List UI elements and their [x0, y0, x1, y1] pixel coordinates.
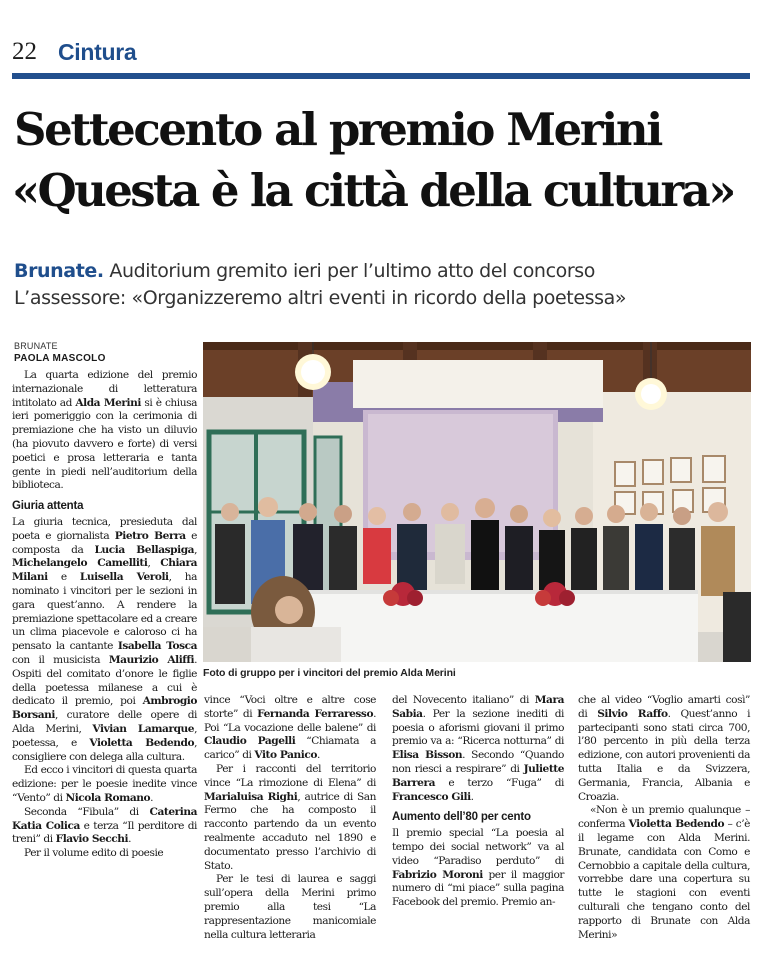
paragraph: [204, 763, 376, 873]
text-run: La giuria tecnica, presieduta dal poeta e giornalista: [12, 515, 197, 542]
person-name: Violetta Bedendo: [628, 818, 725, 831]
person-name: Flavio Secchi: [55, 833, 129, 846]
person-name: Violetta Bedendo: [89, 736, 195, 749]
text-run: che al video “Voglio amarti così” di: [578, 694, 750, 720]
text-run: . Poi “La vocazione delle balene” di: [204, 707, 376, 734]
headline-line-2: «Questa è la città della cultura»: [12, 164, 734, 217]
person-name: Luisella Veroli: [79, 571, 169, 584]
page-number: 22: [12, 38, 37, 65]
article-column-1: [12, 369, 197, 861]
person-name: Chiara Milani: [12, 557, 197, 584]
text-run: , poetessa, e: [12, 722, 198, 749]
text-run: vince “Voci oltre e altre cose storte” di: [204, 694, 376, 720]
paragraph: [12, 806, 197, 847]
subheadline-text-1: Auditorium gremito ieri per l’ultimo atto del concorso: [109, 260, 595, 282]
person-name: Vivian Lamarque: [92, 722, 195, 735]
author-name: PAOLA MASCOLO: [14, 353, 106, 364]
photo-caption: Foto di gruppo per i vincitori del premio Alda Merini: [203, 667, 456, 679]
text-run: , consigliere con delega alla cultura.: [12, 736, 197, 763]
person-name: Ambrogio Borsani: [12, 695, 197, 722]
text-run: . Ospiti del comitato d’onore le figlie della poetessa milanese a cui è dedicato il premio, poi: [12, 653, 197, 708]
paragraph: [392, 694, 564, 804]
text-run: “Chiamata a carico” di: [204, 735, 376, 762]
paragraph: [578, 804, 750, 942]
person-name: Fernanda Ferraresso: [257, 707, 374, 720]
paragraph: [12, 369, 197, 493]
text-run: .: [470, 790, 474, 803]
paragraph: [392, 827, 564, 910]
byline: [14, 341, 194, 364]
text-run: , autrice di San Fermo che ha composto il racconto partendo da un evento realmente accaduto nel 1890 e documentato presso l’archivio di Stato.: [204, 790, 377, 872]
text-run: , ha nominato i vincitori per le sezioni in gara quest’anno. A rendere la premiazione spettacolare ed a creare un clima piacevole e caloroso ci ha pensato la cantante: [12, 571, 198, 653]
text-run: .: [128, 833, 132, 846]
person-name: Michelangelo Camelliti: [12, 557, 148, 570]
group-photo: [203, 342, 751, 662]
article-column-4: [578, 694, 750, 942]
text-run: . Per la sezione inediti di poesia o aforismi giovani il primo premio va a: “Ricerca notturna” di: [392, 707, 564, 748]
paragraph: [12, 516, 197, 764]
subheadline-kicker: Brunate.: [14, 260, 104, 282]
header-rule: [12, 73, 750, 79]
paragraph: Per il volume edito di poesie: [24, 847, 164, 860]
text-run: si è chiusa ieri pomeriggio con la cerimonia di premiazione che ha visto un diluvio (ha piovuto davvero e forte) di versi poetici e prosa letteraria e tanta gente in piedi nell’auditorium della biblioteca.: [12, 396, 197, 492]
text-run: .: [316, 749, 320, 762]
text-run: Per i racconti del territorio vince “La rimozione di Elena” di: [204, 762, 376, 789]
page-header: [12, 38, 750, 68]
person-name: Elisa Bisson: [392, 749, 463, 762]
text-run: e terzo “Fuga” di: [435, 776, 564, 789]
paragraph: [578, 694, 750, 804]
person-name: Marialuisa Righi: [204, 790, 298, 803]
text-run: del Novecento italiano” di: [392, 694, 535, 706]
paragraph: Per le tesi di laurea e saggi sull’opera della Merini primo premio alla tesi “La rappresentazione manicomiale nella cultura letteraria: [204, 873, 376, 941]
text-run: «Non è un premio qualunque – conferma: [578, 804, 750, 831]
person-name: Isabella Tosca: [117, 640, 197, 653]
text-run: , curatore delle opere di Alda Merini,: [12, 709, 197, 735]
paragraph: [12, 764, 197, 805]
person-name: Lucia Bellaspiga: [94, 543, 195, 556]
text-run: ,: [147, 557, 161, 570]
text-run: Ed ecco i vincitori di questa quarta edizione: per le poesie inedite vince “Vento” di: [12, 764, 197, 804]
text-run: ,: [194, 543, 197, 556]
subheadline-line-2: L’assessore: «Organizzeremo altri eventi in ricordo della poetessa»: [14, 287, 627, 309]
text-run: Il premio special “La poesia al tempo dei social network” va al video “Paradiso perduto” di: [392, 827, 564, 867]
text-run: .: [150, 791, 154, 804]
subheadline: [14, 258, 752, 312]
text-run: con il musicista: [12, 653, 109, 666]
person-name: Silvio Raffo: [597, 707, 668, 720]
headline-line-1: Settecento al premio Merini: [14, 103, 661, 156]
person-name: Vito Panico: [254, 749, 317, 762]
article-column-2: [204, 694, 376, 942]
person-name: Claudio Pagelli: [204, 735, 296, 748]
person-name: Caterina Katia Colica: [12, 805, 197, 832]
person-name: Fabrizio Moroni: [392, 868, 483, 881]
text-run: Seconda “Fibula” di: [24, 805, 150, 818]
text-run: e: [47, 571, 80, 584]
text-run: – c’è il legame con Alda Merini. Brunate, candidata con Como e Cernobbio a capitale della cultura, vorrebbe dare una copertura su tutte le stagioni con eventi culturali che tengano conto del rapporto di Brunate con Alda Merini»: [578, 818, 750, 941]
person-name: Nicola Romano: [65, 791, 151, 804]
person-name: Mara Sabia: [392, 694, 564, 720]
subheadline-line-1: [14, 258, 752, 285]
text-run: e terza “Il perditore di treni” di: [12, 819, 197, 846]
text-run: . Secondo “Quando non riesci a respirare” di: [392, 749, 564, 775]
section-subhead: Giuria attenta: [12, 500, 84, 513]
text-run: La quarta edizione del premio internazionale di letteratura intitolato ad: [12, 369, 197, 409]
section-subhead: Aumento dell’80 per cento: [392, 811, 531, 824]
person-name: Maurizio Aliffi: [108, 653, 195, 666]
text-run: e composta da: [12, 529, 197, 556]
person-name: Francesco Gili: [392, 790, 471, 803]
dateline: BRUNATE: [14, 341, 58, 351]
person-name: Pietro Berra: [114, 529, 186, 542]
person-name: Alda Merini: [75, 396, 141, 409]
paragraph: [204, 694, 376, 763]
text-run: . Quest’anno i partecipanti sono stati circa 700, l’80 percento in più della terza edizione, con autori provenienti da tutta Italia e da Svizzera, Germania, Francia, Albania e Croazia.: [578, 707, 751, 803]
section-name: Cintura: [58, 39, 137, 65]
person-name: Juliette Barrera: [392, 762, 564, 789]
text-run: per il maggior numero di “mi piace” sulla pagina Facebook del premio. Premio an-: [392, 868, 565, 909]
article-column-3: [392, 694, 564, 910]
